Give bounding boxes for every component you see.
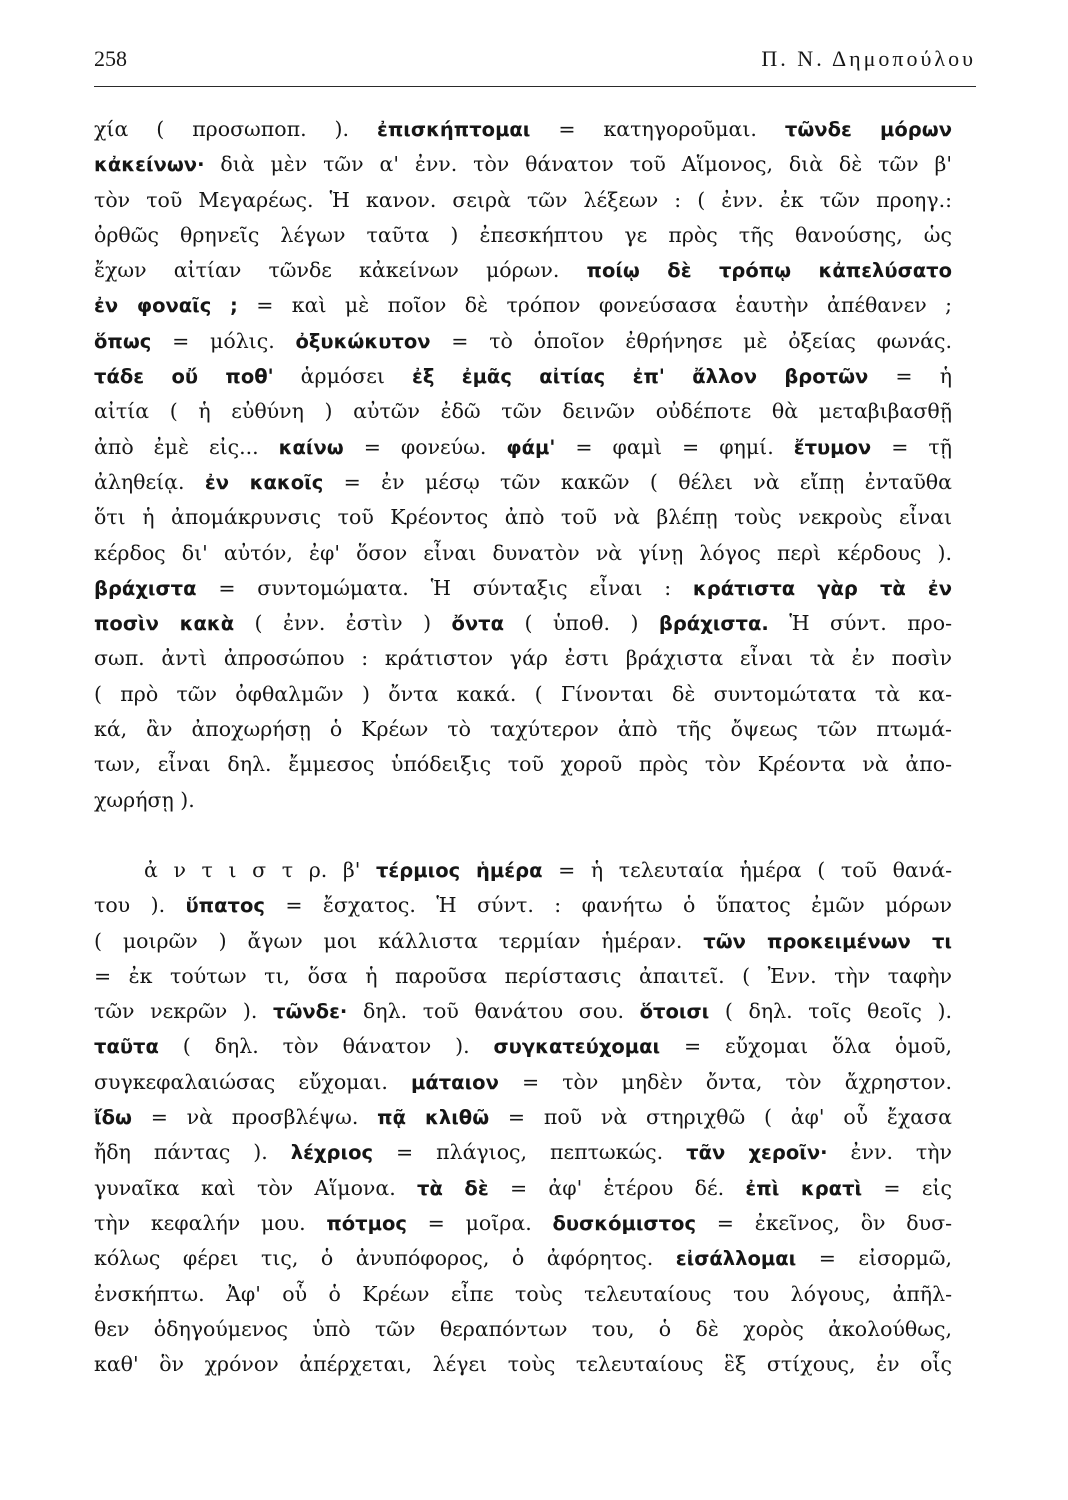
gloss-text: του ). xyxy=(94,893,186,918)
gloss-text: = ἐν μέσῳ τῶν κακῶν ( θέλει νὰ εἴπῃ ἐνταῦθα xyxy=(323,469,952,494)
text-line xyxy=(94,606,952,641)
body-text xyxy=(94,112,952,1382)
gloss-text: δηλ. τοῦ θανάτου σου. xyxy=(347,999,640,1024)
gloss-text: ( δηλ. τοῖς θεοῖς ). xyxy=(709,999,952,1024)
text-line xyxy=(94,712,952,747)
text-line xyxy=(94,1347,952,1382)
gloss-text: = συντομώματα. Ἡ σύνταξις εἶναι : xyxy=(196,575,693,600)
lemma-term: τῶνδε· xyxy=(273,1000,348,1024)
gloss-text: ἐνν. τὴν xyxy=(827,1140,952,1165)
text-line xyxy=(94,218,952,253)
lemma-term: τὰ δὲ xyxy=(417,1176,489,1200)
gloss-text: τῶν νεκρῶν ). xyxy=(94,999,273,1024)
lemma-term: ἴδω xyxy=(94,1106,132,1130)
gloss-text: = φαμὶ = φημί. xyxy=(555,434,794,459)
gloss-text: κέρδος δι' αὐτόν, ἐφ' ὅσον εἶναι δυνατὸν νὰ γίνῃ λόγος περὶ κέρδους ). xyxy=(94,540,952,565)
lemma-term: καίνω xyxy=(278,435,344,459)
lemma-term: φάμ' xyxy=(506,435,556,459)
text-line xyxy=(94,430,952,465)
lemma-term: τῶνδε μόρων xyxy=(784,118,952,141)
lemma-term: βράχιστα. xyxy=(658,612,769,636)
gloss-text: συγκεφαλαιώσας εὔχομαι. xyxy=(94,1069,411,1094)
lemma-term: μάταιον xyxy=(410,1070,499,1094)
gloss-text: ἐνσκήπτω. Ἀφ' οὗ ὁ Κρέων εἶπε τοὺς τελευταίους του λόγους, ἀπῆλ- xyxy=(94,1281,952,1306)
text-line xyxy=(94,500,952,535)
gloss-text: ὀρθῶς θρηνεῖς λέγων ταῦτα ) ἐπεσκήπτου γε πρὸς τῆς θανούσης, ὡς xyxy=(94,222,952,247)
gloss-text: = ἀφ' ἑτέρου δέ. xyxy=(488,1175,746,1200)
text-line xyxy=(94,1241,952,1276)
gloss-text: σωπ. ἀντὶ ἀπροσώπου : κράτιστον γάρ ἐστι βράχιστα εἶναι τὰ ἐν ποσὶν xyxy=(94,646,952,671)
gloss-text: = εἰς xyxy=(862,1175,952,1200)
lemma-term: βράχιστα xyxy=(94,576,197,600)
lemma-term: εἰσάλλομαι xyxy=(675,1247,797,1271)
text-line xyxy=(94,924,952,959)
lemma-term: ἐπὶ κρατὶ xyxy=(745,1176,863,1200)
gloss-text: = ἔσχατος. Ἡ σύντ. : φανήτω ὁ ὕπατος ἐμῶν μόρων xyxy=(264,893,952,918)
page-header xyxy=(94,42,976,87)
gloss-text: ἁρμόσει xyxy=(273,364,412,389)
gloss-text: ( μοιρῶν ) ἄγων μοι κάλλιστα τερμίαν ἡμέραν. xyxy=(94,928,704,953)
gloss-text: = τὸ ὁποῖον ἐθρήνησε μὲ ὀξείας φωνάς. xyxy=(430,328,952,353)
gloss-text: διὰ μὲν τῶν α' ἐνν. τὸν θάνατον τοῦ Αἵμονος, διὰ δὲ τῶν β' xyxy=(204,152,952,177)
text-line xyxy=(94,253,952,288)
gloss-text: ( ἐνν. ἐστὶν ) xyxy=(234,611,452,636)
running-head: Π. Ν. Δημοπούλου xyxy=(761,46,976,71)
gloss-text: ἀληθείᾳ. xyxy=(94,469,205,494)
lemma-term: ταῦτα xyxy=(94,1035,159,1059)
text-line xyxy=(94,183,952,218)
gloss-text: θεν ὁδηγούμενος ὑπὸ τῶν θεραπόντων του, ὁ δὲ χορὸς ἀκολούθως, xyxy=(94,1316,952,1341)
text-line xyxy=(94,1277,952,1312)
lemma-term: λέχριος xyxy=(290,1141,374,1165)
gloss-text: = ἡ τελευταία ἡμέρα ( τοῦ θανά- xyxy=(542,857,952,882)
gloss-text: ( πρὸ τῶν ὀφθαλμῶν ) ὄντα κακά. ( Γίνονται δὲ συντομώτατα τὰ κα- xyxy=(94,681,952,706)
lemma-term: ὄντα xyxy=(451,612,505,636)
gloss-text: = φονεύω. xyxy=(343,434,507,459)
gloss-text: τὴν κεφαλήν μου. xyxy=(94,1210,327,1235)
gloss-text: αἰτία ( ἡ εὐθύνη ) αὐτῶν ἐδῶ τῶν δεινῶν οὐδέποτε θὰ μεταβιβασθῇ xyxy=(94,399,952,424)
lemma-term: ὅτοισι xyxy=(639,1000,710,1024)
gloss-text: καθ' ὃν χρόνον ἀπέρχεται, λέγει τοὺς τελευταίους ἓξ στίχους, ἐν οἷς xyxy=(94,1352,952,1377)
lemma-term: κράτιστα γὰρ τὰ ἐν xyxy=(692,576,952,600)
text-line xyxy=(94,783,952,818)
gloss-text: ὅτι ἡ ἀπομάκρυνσις τοῦ Κρέοντος ἀπὸ τοῦ νὰ βλέπῃ τοὺς νεκροὺς εἶναι xyxy=(94,505,952,530)
page-number: 258 xyxy=(94,46,127,71)
gloss-text: γυναῖκα καὶ τὸν Αἵμονα. xyxy=(94,1175,418,1200)
text-line xyxy=(94,677,952,712)
paragraph-gap xyxy=(94,818,952,853)
text-line xyxy=(94,536,952,571)
gloss-text: ( δηλ. τὸν θάνατον ). xyxy=(158,1034,494,1059)
gloss-text: χία ( προσωποπ. ). xyxy=(94,117,377,141)
gloss-text: = κατηγοροῦμαι. xyxy=(530,117,785,141)
gloss-text: κόλως φέρει τις, ὁ ἀνυπόφορος, ὁ ἀφόρητος. xyxy=(94,1246,676,1271)
lemma-term: πότμος xyxy=(326,1211,407,1235)
gloss-text: Ἡ σύντ. προ- xyxy=(768,611,952,636)
lemma-term: ποίῳ δὲ τρόπῳ κἀπελύσατο xyxy=(586,259,952,283)
gloss-text: = νὰ προσβλέψω. xyxy=(131,1105,378,1130)
gloss-text: = ἐκεῖνος, ὃν δυσ- xyxy=(696,1210,952,1235)
text-line xyxy=(94,147,952,182)
text-line xyxy=(94,1029,952,1064)
gloss-text: = ἡ xyxy=(868,364,952,389)
text-line xyxy=(94,394,952,429)
gloss-text: ( ὑποθ. ) xyxy=(504,611,659,636)
gloss-text: = πλάγιος, πεπτωκώς. xyxy=(373,1140,687,1165)
text-line xyxy=(94,324,952,359)
lemma-term: ἐξ ἐμᾶς αἰτίας ἐπ' ἄλλον βροτῶν xyxy=(411,365,869,389)
gloss-text: χωρήσῃ ). xyxy=(94,787,195,812)
text-line xyxy=(94,1065,952,1100)
lemma-term: ἐν κακοῖς xyxy=(204,470,324,494)
text-line xyxy=(94,747,952,782)
lemma-term: ἔτυμον xyxy=(793,435,872,459)
gloss-text: = ποῦ νὰ στηριχθῶ ( ἀφ' οὗ ἔχασα xyxy=(489,1105,952,1130)
lemma-term: κἀκείνων· xyxy=(94,153,205,177)
text-line xyxy=(94,112,952,147)
text-line xyxy=(94,288,952,323)
gloss-text: = μοῖρα. xyxy=(406,1210,553,1235)
lemma-term: ἐπισκήπτομαι xyxy=(377,118,531,141)
text-line xyxy=(94,888,952,923)
lemma-term: πᾷ κλιθῶ xyxy=(377,1106,490,1130)
text-line xyxy=(94,1171,952,1206)
lemma-term: δυσκόμιστος xyxy=(552,1211,697,1235)
lemma-term: τᾶν χεροῖν· xyxy=(686,1141,828,1165)
lemma-term: τῶν προκειμένων τι xyxy=(703,929,952,953)
text-line xyxy=(94,1312,952,1347)
gloss-text: = εὔχομαι ὅλα ὁμοῦ, xyxy=(660,1034,952,1059)
gloss-text: = εἰσορμῶ, xyxy=(796,1246,952,1271)
gloss-text: ἔχων αἰτίαν τῶνδε κἀκείνων μόρων. xyxy=(94,258,587,283)
lemma-term: ὀξυκώκυτον xyxy=(295,329,431,353)
gloss-text: = καὶ μὲ ποῖον δὲ τρόπον φονεύσασα ἑαυτὴν ἀπέθανεν ; xyxy=(237,293,952,318)
lemma-term: συγκατεύχομαι xyxy=(493,1035,661,1059)
gloss-text: των, εἶναι δηλ. ἔμμεσος ὑπόδειξις τοῦ χοροῦ πρὸς τὸν Κρέοντα νὰ ἀπο- xyxy=(94,752,952,777)
lemma-term: ὅπως xyxy=(94,329,152,353)
lemma-term: τέρμιος ἡμέρα xyxy=(375,858,543,882)
gloss-text: ἤδη πάντας ). xyxy=(94,1140,291,1165)
text-line xyxy=(94,1100,952,1135)
gloss-text: ἀ ν τ ι σ τ ρ. β' xyxy=(144,857,376,882)
text-line xyxy=(94,853,952,888)
text-line xyxy=(94,359,952,394)
text-line xyxy=(94,571,952,606)
gloss-text: = μόλις. xyxy=(151,328,296,353)
lemma-term: ἐν φοναῖς ; xyxy=(94,294,238,318)
gloss-text: = ἐκ τούτων τι, ὅσα ἡ παροῦσα περίστασις ἀπαιτεῖ. ( Ἐνν. τὴν ταφὴν xyxy=(94,963,952,988)
gloss-text: = τῇ xyxy=(871,434,952,459)
lemma-term: ὕπατος xyxy=(185,894,265,918)
gloss-text: ἀπὸ ἐμὲ εἰς... xyxy=(94,434,279,459)
gloss-text: = τὸν μηδὲν ὄντα, τὸν ἄχρηστον. xyxy=(498,1069,952,1094)
text-line xyxy=(94,1135,952,1170)
lemma-term: τάδε οὔ ποθ' xyxy=(94,365,274,389)
text-line xyxy=(94,1206,952,1241)
text-line xyxy=(94,465,952,500)
text-line xyxy=(94,641,952,676)
text-line xyxy=(94,959,952,994)
gloss-text: κά, ἂν ἀποχωρήσῃ ὁ Κρέων τὸ ταχύτερον ἀπὸ τῆς ὄψεως τῶν πτωμά- xyxy=(94,717,952,742)
gloss-text: τὸν τοῦ Μεγαρέως. Ἡ κανον. σειρὰ τῶν λέξεων : ( ἐνν. ἐκ τῶν προηγ.: xyxy=(94,187,952,212)
text-line xyxy=(94,994,952,1029)
lemma-term: ποσὶν κακὰ xyxy=(94,612,235,636)
